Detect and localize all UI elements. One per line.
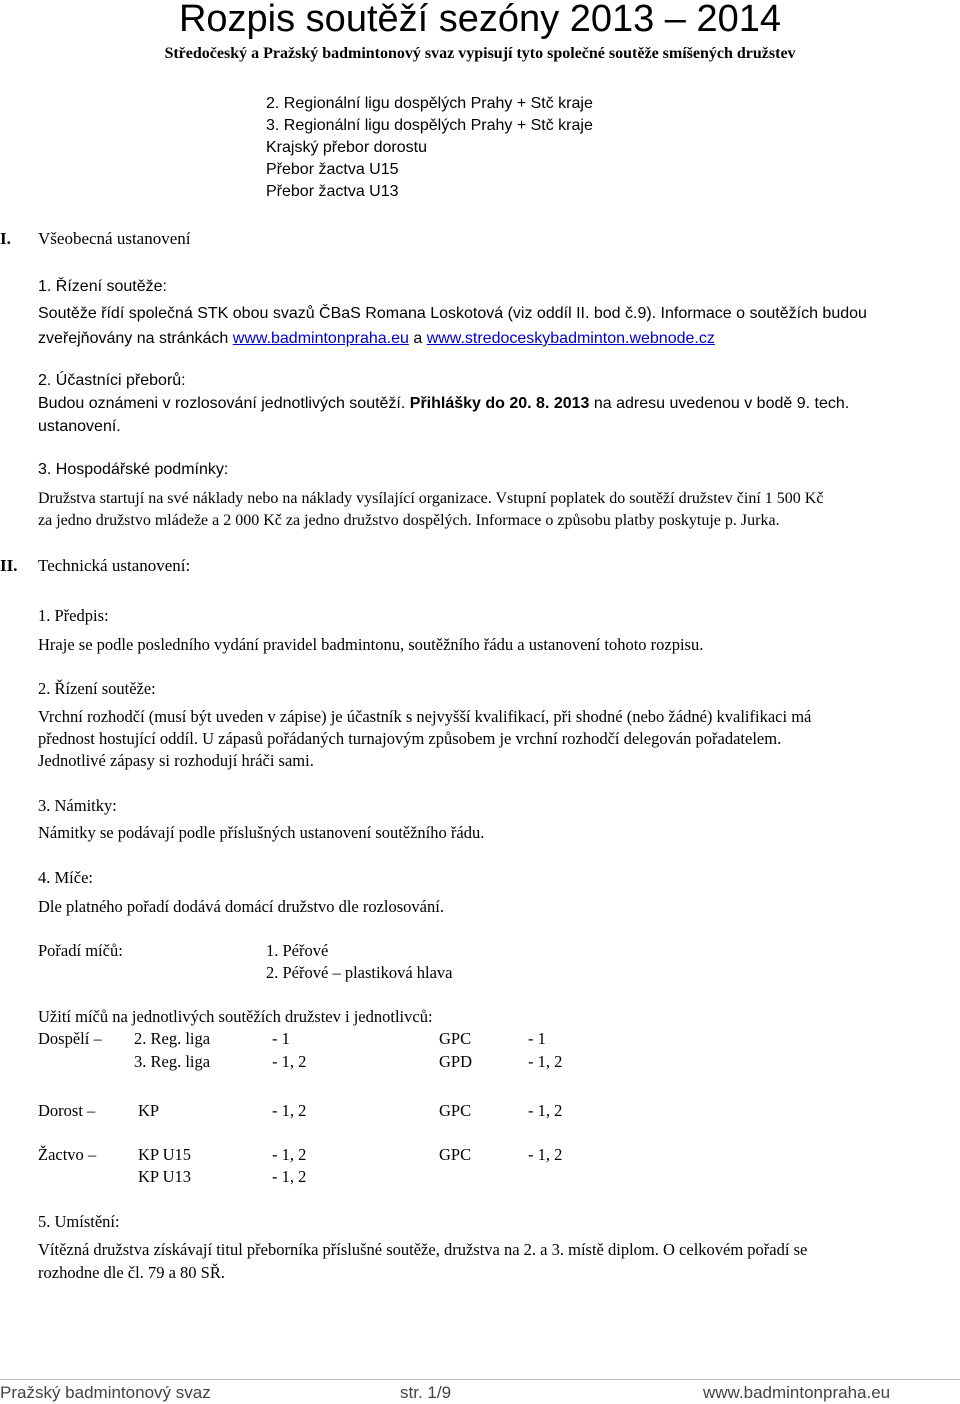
usage-val: - 1 <box>272 1029 290 1048</box>
item-heading: 1. Řízení soutěže: <box>38 278 167 295</box>
usage-group: Dorost – <box>38 1101 96 1120</box>
usage-comp: 3. Reg. liga <box>134 1052 211 1071</box>
usage-comp2: GPD <box>439 1052 473 1071</box>
usage-val2: - 1, 2 <box>528 1052 563 1071</box>
deadline-text: Přihlášky do 20. 8. 2013 <box>409 395 590 412</box>
paragraph-line: Družstva startují na své náklady nebo na náklady vysílající organizace. Vstupní poplatek do soutěží družstev činí 1 500 Kč <box>38 490 824 507</box>
link-stredoceskybadminton[interactable]: www.stredoceskybadminton.webnode.cz <box>426 330 715 347</box>
page-subtitle: Středočeský a Pražský badmintonový svaz vypisují tyto společné soutěže smíšených družstev <box>164 45 796 62</box>
usage-comp2: GPC <box>439 1101 472 1120</box>
text-fragment: a <box>408 330 427 347</box>
paragraph-line: Jednotlivé zápasy si rozhodují hráči sami. <box>38 751 314 770</box>
text-fragment: Budou oznámeni v rozlosování jednotlivých soutěží. <box>38 395 410 412</box>
ball-order-item: 2. Péřové – plastiková hlava <box>266 963 453 982</box>
item-heading: 1. Předpis: <box>38 606 109 625</box>
text-fragment: na adresu uvedenou v bodě 9. tech. <box>589 395 850 412</box>
usage-comp: KP <box>138 1101 160 1120</box>
footer-page-number: str. 1/9 <box>400 1383 452 1402</box>
usage-comp2: GPC <box>439 1145 472 1164</box>
section-title: Všeobecná ustanovení <box>38 229 191 248</box>
footer-left: Pražský badmintonový svaz <box>0 1383 211 1402</box>
paragraph-line: ustanovení. <box>38 418 121 435</box>
item-heading: 3. Námitky: <box>38 796 117 815</box>
section-title: Technická ustanovení: <box>38 556 191 575</box>
usage-comp: KP U13 <box>138 1167 192 1186</box>
section-number: II. <box>0 556 18 575</box>
link-badmintonpraha[interactable]: www.badmintonpraha.eu <box>232 330 409 347</box>
paragraph-line: Soutěže řídí společná STK obou svazů ČBaS Romana Loskotová (viz oddíl II. bod č.9). Informace o soutěžích budou <box>38 305 867 322</box>
competition-item: 2. Regionální ligu dospělých Prahy + Stč kraje <box>266 95 593 112</box>
usage-group: Žactvo – <box>38 1145 97 1164</box>
competition-item: Krajský přebor dorostu <box>266 139 427 156</box>
item-heading: 2. Řízení soutěže: <box>38 679 156 698</box>
usage-val2: - 1, 2 <box>528 1145 563 1164</box>
paragraph-line <box>38 395 849 413</box>
ball-order-label: Pořadí míčů: <box>38 941 123 960</box>
section-number: I. <box>0 229 11 248</box>
usage-val: - 1, 2 <box>272 1101 307 1120</box>
paragraph-line: Vrchní rozhodčí (musí být uveden v zápise) je účastník s nejvyšší kvalifikací, při shodné (nebo žádné) kvalifikaci má <box>38 707 812 726</box>
paragraph-line: rozhodne dle čl. 79 a 80 SŘ. <box>38 1263 225 1282</box>
usage-val2: - 1, 2 <box>528 1101 563 1120</box>
usage-group: Dospělí – <box>38 1029 102 1048</box>
competition-item: Přebor žactva U15 <box>266 161 399 178</box>
usage-comp: 2. Reg. liga <box>134 1029 211 1048</box>
usage-val2: - 1 <box>528 1029 546 1048</box>
paragraph-line: Vítězná družstva získávají titul přeborníka příslušné soutěže, družstva na 2. a 3. místě diplom. O celkovém pořadí se <box>38 1240 808 1259</box>
item-heading: 3. Hospodářské podmínky: <box>38 461 229 478</box>
footer-website: www.badmintonpraha.eu <box>703 1383 891 1402</box>
paragraph-line: Hraje se podle posledního vydání pravidel badmintonu, soutěžního řádu a ustanovení tohoto rozpisu. <box>38 635 704 654</box>
usage-comp2: GPC <box>439 1029 472 1048</box>
paragraph-line <box>38 330 715 348</box>
paragraph-line: přednost hostující oddíl. U zápasů pořádaných turnajovým způsobem je vrchní rozhodčí delegován pořadatelem. <box>38 729 782 748</box>
item-heading: 2. Účastníci přeborů: <box>38 372 186 389</box>
text-fragment: zveřejňovány na stránkách <box>38 330 233 347</box>
ball-order-item: 1. Péřové <box>266 941 329 960</box>
footer-divider <box>0 1379 960 1380</box>
item-heading: 4. Míče: <box>38 868 93 887</box>
item-heading: 5. Umístění: <box>38 1212 120 1231</box>
page-title: Rozpis soutěží sezóny 2013 – 2014 <box>178 0 782 40</box>
paragraph-line: Námitky se podávají podle příslušných ustanovení soutěžního řádu. <box>38 823 485 842</box>
usage-comp: KP U15 <box>138 1145 192 1164</box>
usage-val: - 1, 2 <box>272 1052 307 1071</box>
competition-item: 3. Regionální ligu dospělých Prahy + Stč kraje <box>266 117 593 134</box>
usage-val: - 1, 2 <box>272 1167 307 1186</box>
paragraph-line: Dle platného pořadí dodává domácí družstvo dle rozlosování. <box>38 897 444 916</box>
usage-heading: Užití míčů na jednotlivých soutěžích družstev i jednotlivců: <box>38 1007 433 1026</box>
usage-val: - 1, 2 <box>272 1145 307 1164</box>
paragraph-line: za jedno družstvo mládeže a 2 000 Kč za jedno družstvo dospělých. Informace o způsobu platby poskytuje p. Jurka. <box>38 512 780 529</box>
competition-item: Přebor žactva U13 <box>266 183 399 200</box>
